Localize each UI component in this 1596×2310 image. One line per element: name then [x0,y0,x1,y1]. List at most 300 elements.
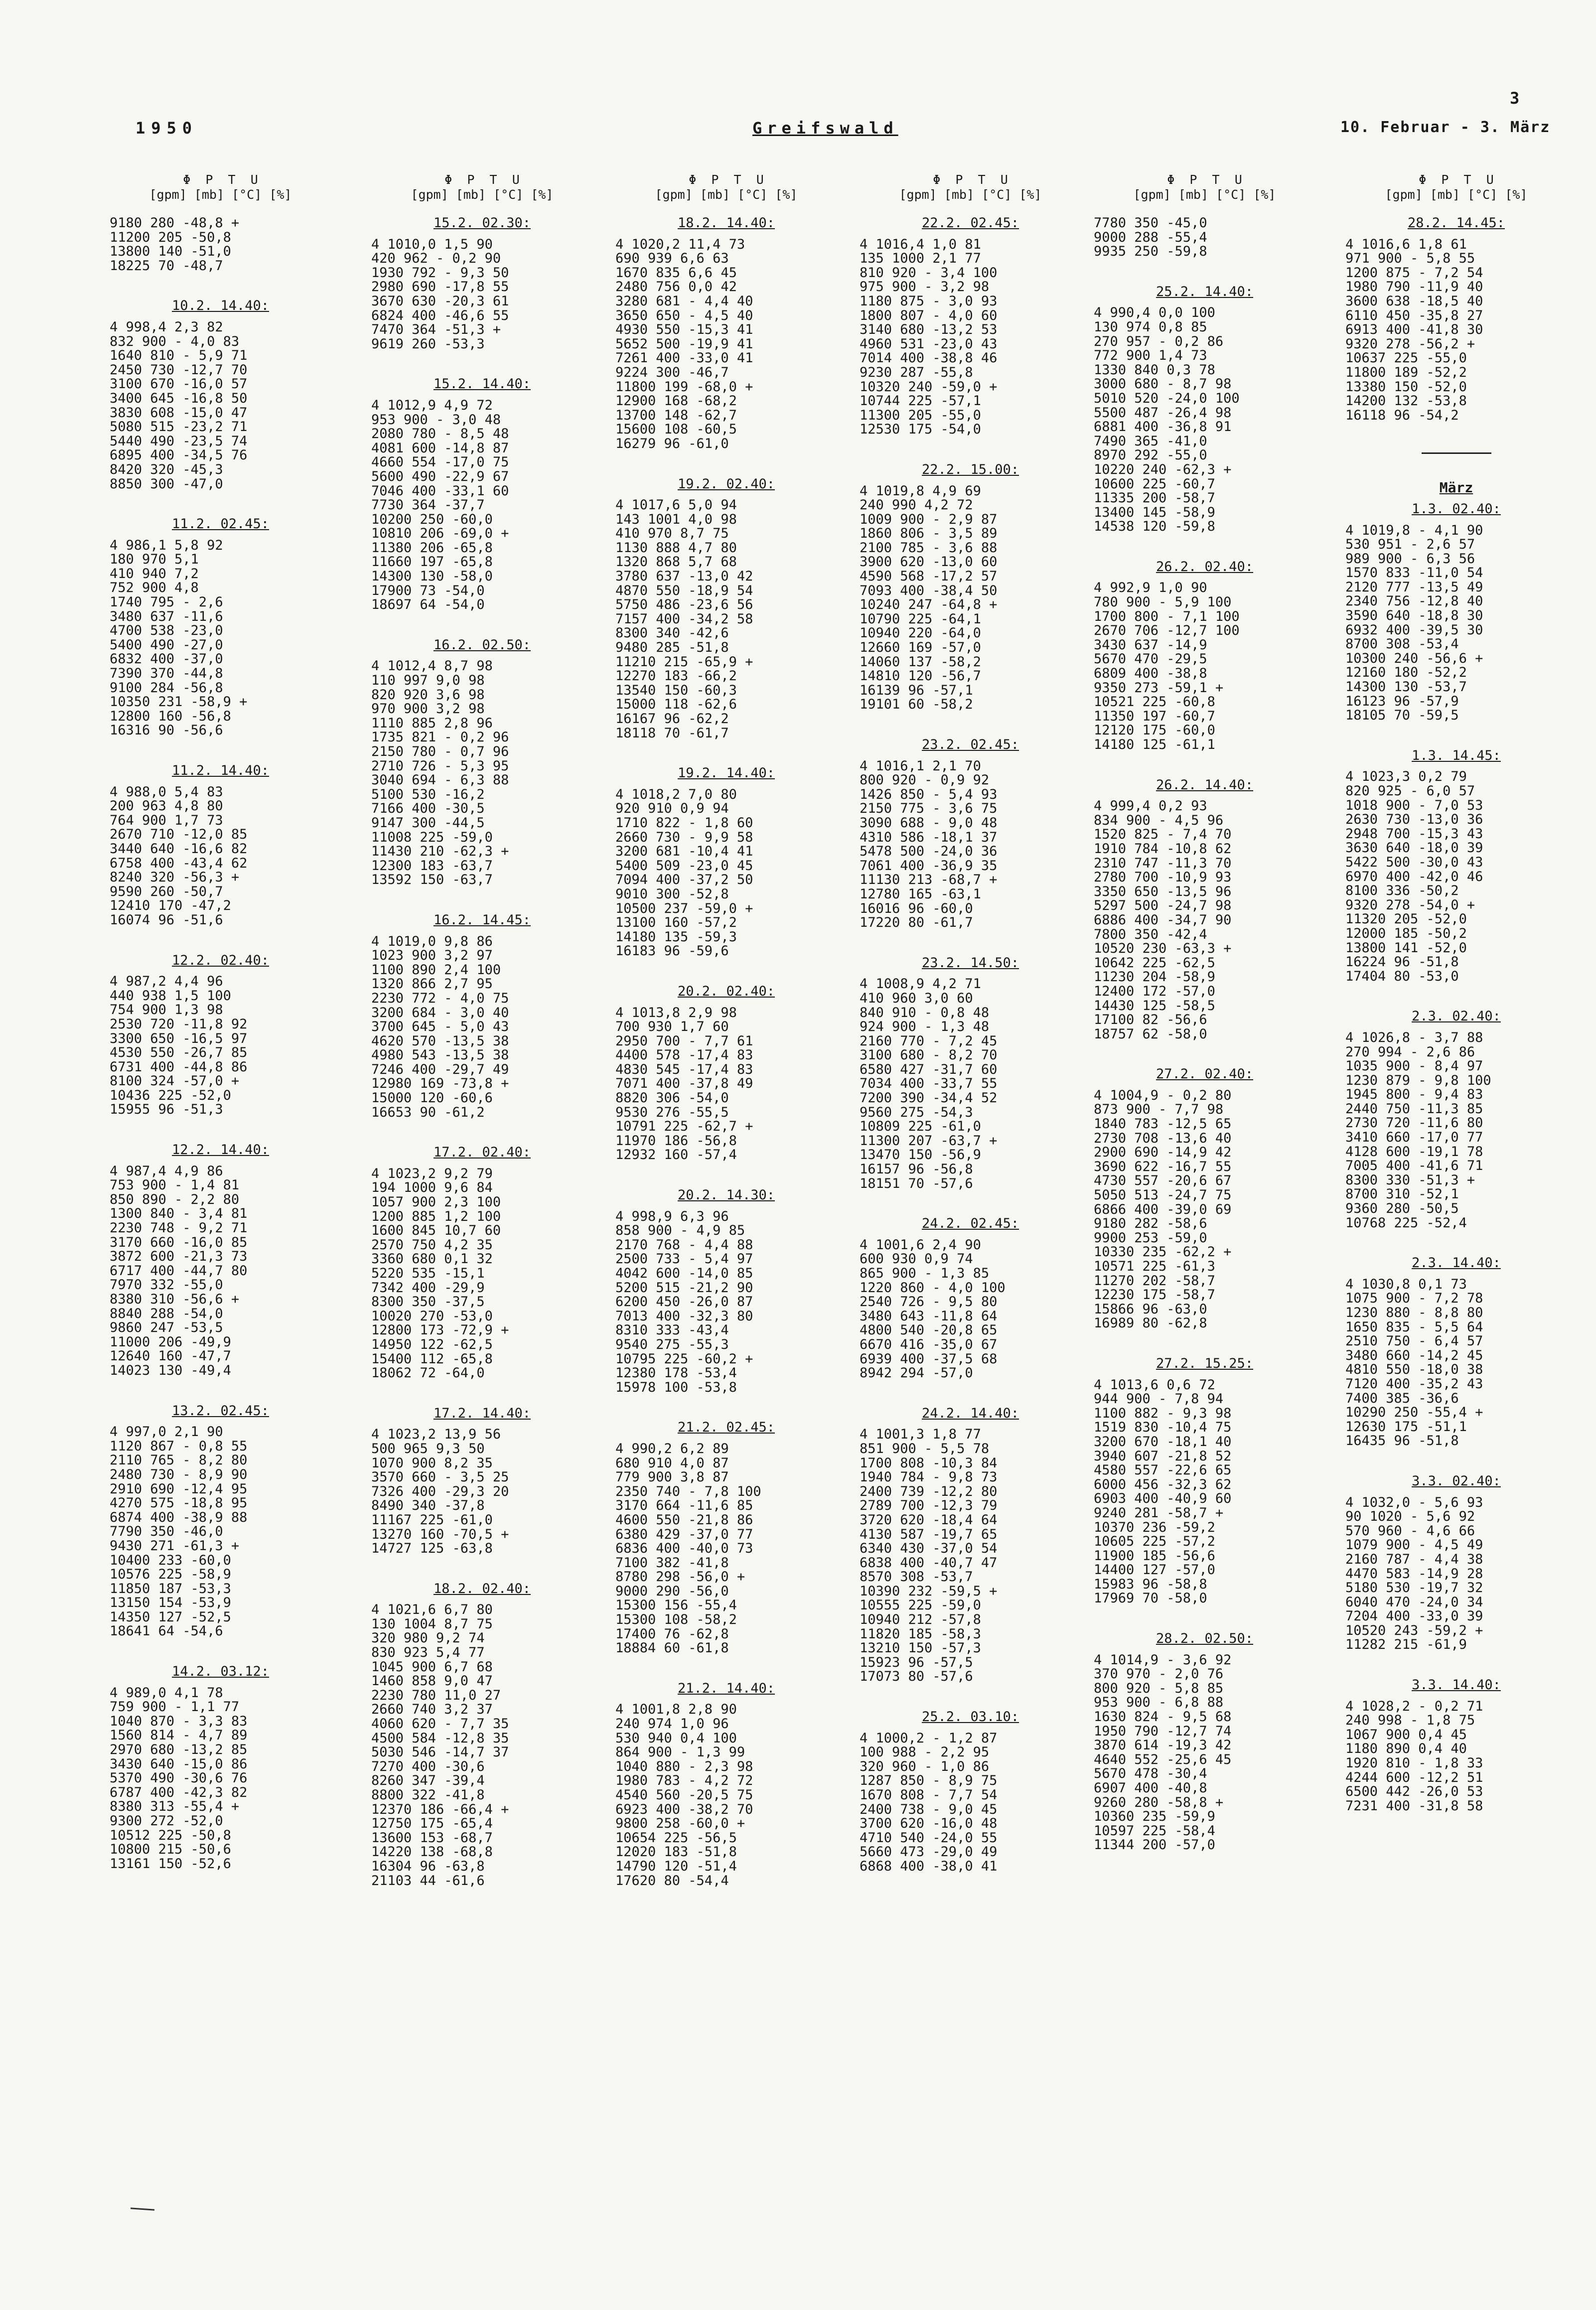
table-row: 14300 130 -58,0 [371,569,493,584]
table-row: 14023 130 -49,4 [110,1362,231,1378]
table-row: 194 1000 9,6 84 [371,1180,493,1196]
table-row: 2670 706 -12,7 100 [1094,623,1240,639]
table-row: 1426 850 - 5,4 93 [860,786,998,802]
table-row: 989 900 - 6,3 56 [1345,551,1475,567]
table-row: 4660 554 -17,0 75 [371,454,509,470]
table-row: 13592 150 -63,7 [371,872,493,888]
table-row: 10400 233 -60,0 [110,1552,231,1568]
table-row: 1600 845 10,7 60 [371,1223,501,1239]
table-row: 8300 350 -37,5 [371,1294,485,1310]
table-row: 4470 583 -14,9 28 [1345,1566,1483,1582]
table-row: 4 1008,9 4,2 71 [860,976,981,992]
sounding-block [95,1143,346,1378]
table-row: 6886 400 -34,7 90 [1094,912,1232,928]
sounding-time-title: 17.2. 02.40: [433,1145,531,1160]
table-row: 1920 810 - 1,8 33 [1345,1755,1483,1771]
table-row: 9860 247 -53,5 [110,1320,223,1336]
table-row: 14060 137 -58,2 [860,654,981,670]
table-row: 14790 120 -51,4 [615,1858,737,1874]
table-row: 1800 807 - 4,0 60 [860,307,998,323]
table-row: 4 992,9 1,0 90 [1094,580,1207,596]
table-row: 10220 240 -62,3 + [1094,461,1232,477]
sounding-block [1330,1256,1582,1448]
table-row: 10642 225 -62,5 [1094,955,1215,971]
table-row: 410 940 7,2 [110,566,199,581]
table-row: 14810 120 -56,7 [860,668,981,684]
table-row: 11820 185 -58,3 [860,1626,981,1642]
table-row: 15978 100 -53,8 [615,1379,737,1395]
table-column [1330,172,1582,1839]
table-row: 8490 340 -37,8 [371,1498,485,1514]
column-header-symbols: Φ P T U [1419,172,1494,187]
table-row: 2400 739 -12,2 80 [860,1483,998,1499]
table-row: 10360 235 -59,9 [1094,1809,1215,1825]
table-row: 1045 900 6,7 68 [371,1659,493,1675]
table-row: 1009 900 - 2,9 87 [860,511,998,527]
sounding-block [600,766,852,959]
table-row: 8820 306 -54,0 [615,1090,729,1106]
table-row: 7790 350 -46,0 [110,1524,223,1540]
table-row: 15400 112 -65,8 [371,1351,493,1367]
table-row: 11350 197 -60,7 [1094,708,1215,724]
column-header [845,172,1096,216]
table-row: 12160 180 -52,2 [1345,665,1467,681]
table-row: 11130 213 -68,7 + [860,872,998,888]
table-row: 16157 96 -56,8 [860,1161,973,1177]
table-row: 5600 490 -22,9 67 [371,468,509,484]
sounding-block [95,517,346,738]
table-row: 9240 281 -58,7 + [1094,1505,1224,1521]
table-row: 410 970 8,7 75 [615,526,729,542]
column-header-units: [gpm] [mb] [°C] [%] [899,187,1042,202]
table-row: 6000 456 -32,3 62 [1094,1476,1232,1492]
table-row: 12660 169 -57,0 [860,640,981,656]
table-row: 3830 608 -15,0 47 [110,405,248,421]
table-row: 10790 225 -64,1 [860,611,981,627]
table-row: 14200 132 -53,8 [1345,393,1467,409]
table-row: 2900 690 -14,9 42 [1094,1145,1232,1160]
table-row: 12530 175 -54,0 [860,422,981,437]
sounding-time-title: 21.2. 14.40: [677,1680,775,1696]
table-row: 953 900 - 3,0 48 [371,412,501,428]
date-range: 10. Februar - 3. März [1340,119,1551,136]
table-row: 7034 400 -33,7 55 [860,1076,998,1092]
table-row: 5030 546 -14,7 37 [371,1744,509,1760]
table-row: 11320 205 -52,0 [1345,911,1467,927]
sounding-block [600,1421,852,1656]
table-row: 10555 225 -59,0 [860,1597,981,1613]
column-header-units: [gpm] [mb] [°C] [%] [1133,187,1276,202]
table-row: 3900 620 -13,0 60 [860,554,998,570]
table-row: 1630 824 - 9,5 68 [1094,1709,1232,1725]
table-row: 240 998 - 1,8 75 [1345,1713,1475,1729]
table-row: 9260 280 -58,8 + [1094,1794,1224,1810]
table-row: 16183 96 -59,6 [615,943,729,959]
table-row: 9224 300 -46,7 [615,364,729,380]
table-row: 9010 300 -52,8 [615,886,729,902]
table-row: 8300 340 -42,6 [615,625,729,641]
sounding-block [1079,778,1330,1042]
column-header [1330,172,1582,216]
table-row: 7231 400 -31,8 58 [1345,1798,1483,1814]
table-row: 5500 487 -26,4 98 [1094,405,1232,421]
table-row: 11344 200 -57,0 [1094,1837,1215,1853]
sounding-time-title: 19.2. 14.40: [677,765,775,781]
table-row: 800 920 - 5,8 85 [1094,1680,1224,1696]
sounding-time-title: 11.2. 02.45: [171,516,270,532]
sounding-block [95,216,346,273]
table-row: 8380 310 -56,6 + [110,1292,240,1307]
table-row: 15000 118 -62,6 [615,697,737,713]
table-row: 6939 400 -37,5 68 [860,1351,998,1367]
table-row: 7014 400 -38,8 46 [860,350,998,366]
table-row: 1100 890 2,4 100 [371,962,501,978]
table-row: 3170 664 -11,6 85 [615,1498,753,1514]
table-row: 4640 552 -25,6 45 [1094,1751,1232,1767]
sounding-time-title: 17.2. 14.40: [433,1405,531,1421]
sounding-block [600,477,852,741]
table-row: 754 900 1,3 98 [110,1002,223,1018]
table-row: 1330 840 0,3 78 [1094,362,1215,378]
sounding-block [95,299,346,491]
table-row: 18757 62 -58,0 [1094,1026,1207,1042]
table-row: 5050 513 -24,7 75 [1094,1187,1232,1203]
table-row: 16279 96 -61,0 [615,435,729,451]
table-row: 12380 178 -53,4 [615,1365,737,1381]
table-row: 5400 509 -23,0 45 [615,858,753,873]
table-row: 690 939 6,6 63 [615,251,729,267]
table-row: 4 1001,3 1,8 77 [860,1427,981,1443]
table-row: 440 938 1,5 100 [110,988,231,1004]
table-row: 1950 790 -12,7 74 [1094,1723,1232,1739]
table-row: 1519 830 -10,4 75 [1094,1420,1232,1436]
table-row: 6580 427 -31,7 60 [860,1061,998,1077]
table-row: 11850 187 -53,3 [110,1581,231,1596]
table-row: 4 1016,6 1,8 61 [1345,236,1467,252]
table-row: 6824 400 -46,6 55 [371,307,509,323]
table-row: 240 990 4,2 72 [860,497,973,513]
table-row: 10576 225 -58,9 [110,1567,231,1583]
sounding-time-title: 1.3. 02.40: [1412,501,1501,517]
table-row: 15955 96 -51,3 [110,1102,223,1118]
table-row: 10300 240 -56,6 + [1345,650,1483,666]
column-header-symbols: Φ P T U [933,172,1008,187]
table-row: 7326 400 -29,3 20 [371,1483,509,1499]
sounding-time-title: 24.2. 14.40: [921,1405,1019,1421]
table-row: 100 988 - 2,2 95 [860,1744,990,1760]
table-row: 820 920 3,6 98 [371,687,485,703]
table-row: 4130 587 -19,7 65 [860,1526,998,1542]
table-row: 8240 320 -56,3 + [110,869,240,885]
table-row: 530 951 - 2,6 57 [1345,537,1475,553]
table-row: 1040 870 - 3,3 83 [110,1713,248,1729]
table-row: 370 970 - 2,0 76 [1094,1666,1224,1682]
sounding-time-title: 25.2. 03.10: [921,1709,1019,1725]
sounding-time-title: 28.2. 02.50: [1156,1631,1254,1647]
table-row: 270 994 - 2,6 86 [1345,1044,1475,1060]
table-row: 4710 540 -24,0 55 [860,1830,998,1846]
table-row: 9180 280 -48,8 + [110,215,240,231]
table-row: 5652 500 -19,9 41 [615,336,753,352]
table-row: 6903 400 -40,9 60 [1094,1491,1232,1507]
table-row: 2170 768 - 4,4 88 [615,1237,753,1253]
table-row: 4 1013,8 2,9 98 [615,1005,737,1020]
table-row: 12230 175 -58,7 [1094,1287,1215,1303]
table-row: 4081 600 -14,8 87 [371,440,509,456]
table-row: 2150 775 - 3,6 75 [860,801,998,817]
table-row: 1840 783 -12,5 65 [1094,1116,1232,1132]
sounding-block [600,216,852,451]
table-row: 21103 44 -61,6 [371,1873,485,1888]
table-row: 17969 70 -58,0 [1094,1590,1207,1606]
table-row: 1180 890 0,4 40 [1345,1741,1467,1757]
sounding-time-title: 25.2. 14.40: [1156,284,1254,299]
table-row: 4730 557 -20,6 67 [1094,1173,1232,1189]
table-row: 14400 127 -57,0 [1094,1562,1215,1578]
table-row: 4 1000,2 - 1,2 87 [860,1730,998,1746]
page-number: 3 [1510,89,1521,108]
table-row: 3440 640 -16,6 82 [110,841,248,857]
table-row: 3480 637 -11,6 [110,608,223,624]
sounding-time-title: 3.3. 14.40: [1412,1677,1501,1693]
table-row: 11230 204 -58,9 [1094,969,1215,985]
table-row: 10436 225 -52,0 [110,1087,231,1103]
table-row: 13800 141 -52,0 [1345,940,1467,956]
table-row: 832 900 - 4,0 83 [110,333,240,349]
sounding-time-title: 18.2. 02.40: [433,1581,531,1596]
table-row: 10290 250 -55,4 + [1345,1405,1483,1421]
table-row: 3780 637 -13,0 42 [615,569,753,584]
sounding-time-title: 16.2. 02.50: [433,637,531,653]
table-row: 18884 60 -61,8 [615,1640,729,1656]
table-row: 1079 900 - 4,5 49 [1345,1537,1483,1553]
table-row: 6110 450 -35,8 27 [1345,307,1483,323]
sounding-time-title: 23.2. 14.50: [921,955,1019,971]
table-row: 7157 400 -34,2 58 [615,611,753,627]
table-row: 2110 765 - 8,2 80 [110,1452,248,1468]
table-row: 3410 660 -17,0 77 [1345,1130,1483,1146]
table-row: 17100 82 -56,6 [1094,1012,1207,1028]
table-row: 12980 169 -73,8 + [371,1076,509,1092]
table-row: 9619 260 -53,3 [371,336,485,352]
pen-mark [131,2207,154,2210]
table-row: 12900 168 -68,2 [615,393,737,409]
table-row: 200 963 4,8 80 [110,798,223,814]
table-row: 9480 285 -51,8 [615,640,729,656]
sounding-block [356,216,608,351]
table-row: 7490 365 -41,0 [1094,433,1207,449]
table-row: 2500 733 - 5,4 97 [615,1251,753,1267]
table-row: 8420 320 -45,3 [110,461,223,477]
table-row: 5080 515 -23,2 71 [110,419,248,435]
table-row: 15000 120 -60,6 [371,1090,493,1106]
table-row: 2160 770 - 7,2 45 [860,1033,998,1049]
table-row: 10521 225 -60,8 [1094,694,1215,710]
table-row: 5100 530 -16,2 [371,786,485,802]
table-column [95,172,346,1897]
table-row: 1320 868 5,7 68 [615,554,737,570]
table-row: 851 900 - 5,5 78 [860,1441,990,1456]
table-row: 1023 900 3,2 97 [371,948,493,964]
table-row: 9100 284 -56,8 [110,680,223,696]
table-row: 2710 726 - 5,3 95 [371,758,509,774]
table-row: 9560 275 -54,3 [860,1104,973,1120]
table-row: 8840 288 -54,0 [110,1305,223,1321]
table-row: 14430 125 -58,5 [1094,998,1215,1013]
table-row: 16989 80 -62,8 [1094,1315,1207,1331]
sounding-time-title: 26.2. 02.40: [1156,559,1254,575]
table-row: 4 1001,8 2,8 90 [615,1702,737,1718]
table-row: 4 1019,8 4,9 69 [860,483,981,499]
table-row: 4 1023,2 13,9 56 [371,1427,501,1443]
table-row: 5670 470 -29,5 [1094,651,1207,667]
table-row: 3480 660 -14,2 45 [1345,1347,1483,1363]
table-row: 9000 288 -55,4 [1094,229,1207,245]
table-row: 13210 150 -57,3 [860,1640,981,1656]
table-row: 3170 660 -16,0 85 [110,1234,248,1250]
sounding-block [1079,560,1330,752]
table-row: 3200 684 - 3,0 40 [371,1005,509,1020]
table-row: 1670 835 6,6 45 [615,265,737,281]
table-row: 7470 364 -51,3 + [371,322,501,338]
sounding-block [845,1217,1096,1381]
table-row: 1945 800 - 9,4 83 [1345,1087,1483,1103]
table-row: 17220 80 -61,7 [860,915,973,931]
table-row: 4530 550 -26,7 85 [110,1045,248,1061]
table-row: 143 1001 4,0 98 [615,511,737,527]
sounding-block [845,738,1096,930]
table-row: 1070 900 8,2 35 [371,1455,493,1471]
table-row: 12400 172 -57,0 [1094,983,1215,999]
table-row: 3940 607 -21,8 52 [1094,1448,1232,1464]
table-row: 4 1019,0 9,8 86 [371,933,493,949]
table-row: 4 998,9 6,3 96 [615,1208,729,1224]
sounding-time-title: 26.2. 14.40: [1156,777,1254,793]
table-row: 15300 108 -58,2 [615,1612,737,1628]
table-row: 14180 135 -59,3 [615,929,737,945]
sounding-block [1079,216,1330,259]
table-row: 3870 614 -19,3 42 [1094,1737,1232,1753]
table-row: 4 990,2 6,2 89 [615,1441,729,1456]
table-row: 680 910 4,0 87 [615,1455,729,1471]
table-row: 4 1012,4 8,7 98 [371,658,493,674]
table-row: 7204 400 -33,0 39 [1345,1608,1483,1624]
table-row: 4 1004,9 - 0,2 80 [1094,1087,1232,1103]
table-row: 3690 622 -16,7 55 [1094,1158,1232,1174]
table-row: 9320 278 -54,0 + [1345,897,1475,913]
table-row: 4 987,2 4,4 96 [110,974,223,990]
sounding-block [1079,1632,1330,1853]
table-row: 2970 680 -13,2 85 [110,1742,248,1758]
table-row: 1040 880 - 2,3 98 [615,1758,753,1774]
table-row: 820 925 - 6,0 57 [1345,783,1475,799]
table-row: 10800 215 -50,6 [110,1842,231,1858]
table-row: 6866 400 -39,0 69 [1094,1201,1232,1217]
table-row: 1460 858 9,0 47 [371,1673,493,1689]
table-row: 10020 270 -53,0 [371,1308,493,1324]
table-row: 1130 888 4,7 80 [615,540,737,556]
sounding-time-title: 24.2. 02.45: [921,1216,1019,1232]
table-row: 11270 202 -58,7 [1094,1273,1215,1289]
table-row: 3650 650 - 4,5 40 [615,307,753,323]
table-row: 1110 885 2,8 96 [371,715,493,731]
table-row: 13700 148 -62,7 [615,407,737,423]
table-row: 10809 225 -61,0 [860,1119,981,1135]
table-row: 5440 490 -23,5 74 [110,433,248,449]
table-row: 11000 206 -49,9 [110,1334,231,1350]
table-row: 6040 470 -24,0 34 [1345,1594,1483,1610]
table-row: 270 957 - 0,2 86 [1094,333,1224,349]
table-row: 9147 300 -44,5 [371,815,485,831]
table-row: 800 920 - 0,9 92 [860,772,990,788]
table-row: 11800 189 -52,2 [1345,364,1467,380]
table-row: 7730 364 -37,7 [371,497,485,513]
table-row: 6832 400 -37,0 [110,651,223,667]
table-row: 975 900 - 3,2 98 [860,279,990,295]
table-row: 4042 600 -14,0 85 [615,1266,753,1281]
table-row: 13150 154 -53,9 [110,1595,231,1611]
sounding-time-title: 12.2. 02.40: [171,952,270,968]
table-row: 16224 96 -51,8 [1345,954,1459,970]
table-row: 6913 400 -41,8 30 [1345,322,1483,338]
table-row: 2730 708 -13,6 40 [1094,1130,1232,1146]
table-row: 11430 210 -62,3 + [371,844,509,860]
sounding-block [356,1146,608,1381]
table-row: 8970 292 -55,0 [1094,447,1207,463]
table-row: 5478 500 -24,0 36 [860,844,998,860]
table-row: 4 1014,9 - 3,6 92 [1094,1652,1232,1668]
table-row: 7780 350 -45,0 [1094,215,1207,231]
table-row: 14350 127 -52,5 [110,1609,231,1625]
table-row: 12300 183 -63,7 [371,858,493,873]
table-row: 1700 808 -10,3 84 [860,1455,998,1471]
month-divider [1422,452,1491,454]
table-row: 600 930 0,9 74 [860,1251,973,1267]
table-row: 12780 165 -63,1 [860,886,981,902]
table-row: 10520 243 -59,2 + [1345,1622,1483,1638]
table-row: 10940 220 -64,0 [860,625,981,641]
sounding-time-title: 23.2. 02.45: [921,737,1019,752]
table-row: 4 1016,4 1,0 81 [860,236,981,252]
table-row: 1200 885 1,2 100 [371,1208,501,1224]
table-row: 8700 310 -52,1 [1345,1186,1459,1202]
table-row: 2400 738 - 9,0 45 [860,1801,998,1817]
sounding-time-title: 2.3. 02.40: [1412,1009,1501,1024]
table-row: 7071 400 -37,8 49 [615,1076,753,1092]
table-row: 4 990,4 0,0 100 [1094,305,1215,321]
table-row: 780 900 - 5,9 100 [1094,594,1232,610]
table-row: 570 960 - 4,6 66 [1345,1523,1475,1539]
column-header [95,172,346,216]
table-row: 8100 324 -57,0 + [110,1073,240,1089]
table-row: 13100 160 -57,2 [615,915,737,931]
table-row: 865 900 - 1,3 85 [860,1266,990,1281]
table-row: 10810 206 -69,0 + [371,526,509,542]
table-row: 4 987,4 4,9 86 [110,1163,223,1179]
table-row: 2660 740 3,2 37 [371,1702,493,1718]
table-row: 1100 882 - 9,3 98 [1094,1405,1232,1421]
table-row: 8310 333 -43,4 [615,1322,729,1338]
sounding-block [845,1710,1096,1874]
sounding-block [1079,1067,1330,1331]
table-row: 10744 225 -57,1 [860,393,981,409]
table-row: 1570 833 -11,0 54 [1345,565,1483,581]
table-row: 6838 400 -40,7 47 [860,1555,998,1571]
table-row: 15600 108 -60,5 [615,422,737,437]
sounding-block [356,377,608,612]
table-row: 4 1012,9 4,9 72 [371,397,493,413]
table-row: 3700 645 - 5,0 43 [371,1019,509,1035]
